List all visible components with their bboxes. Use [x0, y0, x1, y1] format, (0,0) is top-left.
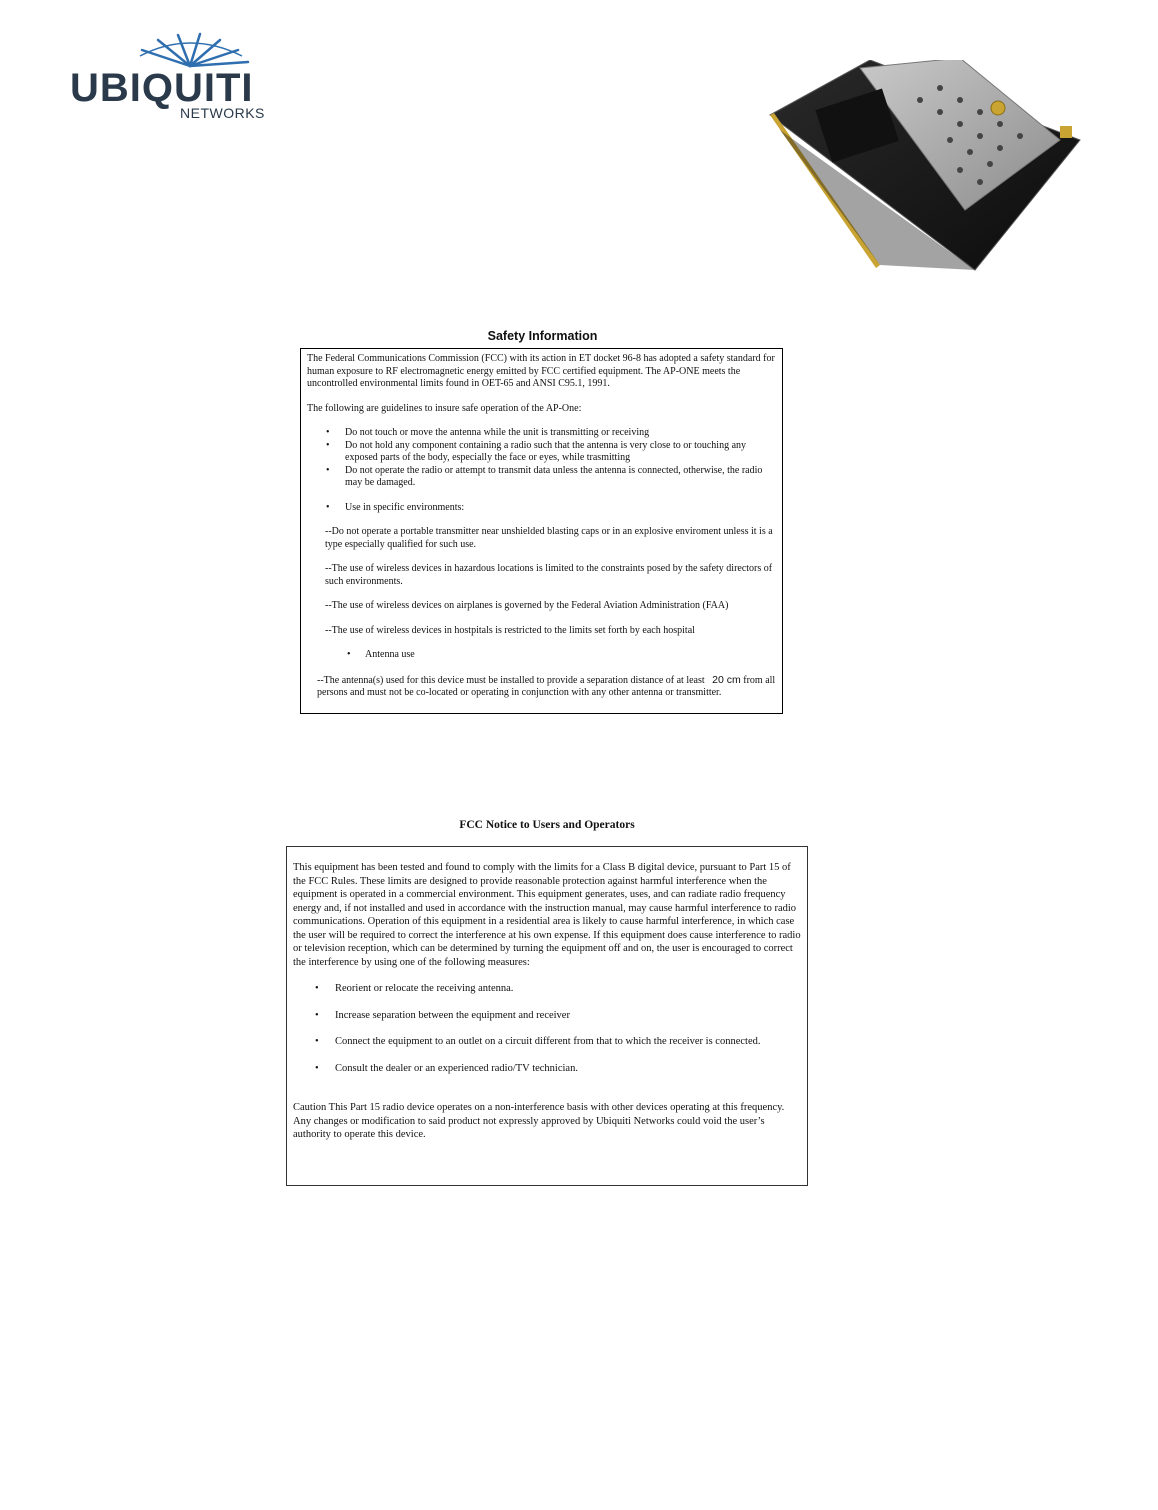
antenna-text-a: --The antenna(s) used for this device must be installed to provide a separation distance of at least — [317, 674, 705, 686]
antenna-separation-text — [307, 674, 776, 700]
env-item: --The use of wireless devices in hostpitals is restricted to the limits set forth by each hospital — [325, 624, 695, 636]
fcc-title: FCC Notice to Users and Operators — [459, 819, 635, 831]
list-item: • Consult the dealer or an experienced radio/TV technician. — [293, 1062, 801, 1076]
logo-wordmark: UBIQUITI — [70, 66, 254, 110]
antenna-use-bullet: • Antenna use — [307, 649, 776, 662]
ubiquiti-logo — [70, 32, 265, 122]
fcc-measure-list — [293, 982, 801, 1075]
safety-guideline-list — [307, 427, 776, 490]
list-item: • Connect the equipment to an outlet on a circuit different from that to which the receiver is connected. — [293, 1035, 801, 1049]
list-item: • Reorient or relocate the receiving antenna. — [293, 982, 801, 996]
list-item: • Use in specific environments: — [307, 502, 776, 515]
fcc-paragraph: This equipment has been tested and found to comply with the limits for a Class B digital device, pursuant to Part 15 of the FCC Rules. These limits are designed to provide reasonable protection against harmful interference when the equipment is operated in a commercial environment. This equipment generates, uses, and can radiate radio frequency energy and, if not installed and used in accordance with the instruction manual, may cause harmful interference to radio communications. Operation of this equipment in a residential area is likely to cause harmful interference, in which case the user will be required to correct the interference at his own expense. If this equipment does cause interference to radio or television reception, which can be determined by turning the equipment off and on, the user is encouraged to correct the interference by using one of the following measures: — [293, 862, 801, 968]
radio-card-photo — [760, 60, 1090, 275]
list-item: • Do not hold any component containing a radio such that the antenna is very close to or touching any exposed parts of the body, especially the face or eyes, while trasmitting — [307, 440, 776, 465]
env-item: --The use of wireless devices in hazardous locations is limited to the constraints posed by the safety directors of such environments. — [325, 563, 773, 587]
antenna-text-b: from all persons and must not be co-located or operating in conjunction with any other antenna or transmitter. — [317, 674, 776, 698]
list-item: • Do not touch or move the antenna while the unit is transmitting or receiving — [307, 427, 776, 440]
fcc-caution: Caution This Part 15 radio device operates on a non-interference basis with other devices operating at this frequency. Any changes or modification to said product not expressly approved by Ubiquiti Networks could void the user’s authority to operate this device. — [293, 1102, 785, 1140]
safety-guidelines-heading: The following are guidelines to insure safe operation of the AP-One: — [307, 402, 582, 414]
logo-subtitle: NETWORKS — [180, 105, 265, 121]
separation-distance: 20 cm — [712, 673, 741, 686]
env-item: --Do not operate a portable transmitter near unshielded blasting caps or in an explosive enviroment unless it is a type especially qualified for such use. — [325, 526, 773, 550]
list-item: • Increase separation between the equipment and receiver — [293, 1009, 801, 1023]
safety-environment-list — [307, 502, 776, 515]
safety-intro: The Federal Communications Commission (FCC) with its action in ET docket 96-8 has adopted a safety standard for human exposure to RF electromagnetic energy emitted by FCC certified equipment. The AP-ONE meets the uncontrolled environmental limits found in OET-65 and ANSI C95.1, 1991. — [307, 353, 775, 389]
safety-info-box — [300, 348, 783, 714]
env-item: --The use of wireless devices on airplanes is governed by the Federal Aviation Administration (FAA) — [325, 600, 729, 611]
safety-title: Safety Information — [487, 329, 598, 343]
list-item: • Do not operate the radio or attempt to transmit data unless the antenna is connected, otherwise, the radio may be damaged. — [307, 465, 776, 490]
fcc-notice-box — [286, 846, 808, 1186]
